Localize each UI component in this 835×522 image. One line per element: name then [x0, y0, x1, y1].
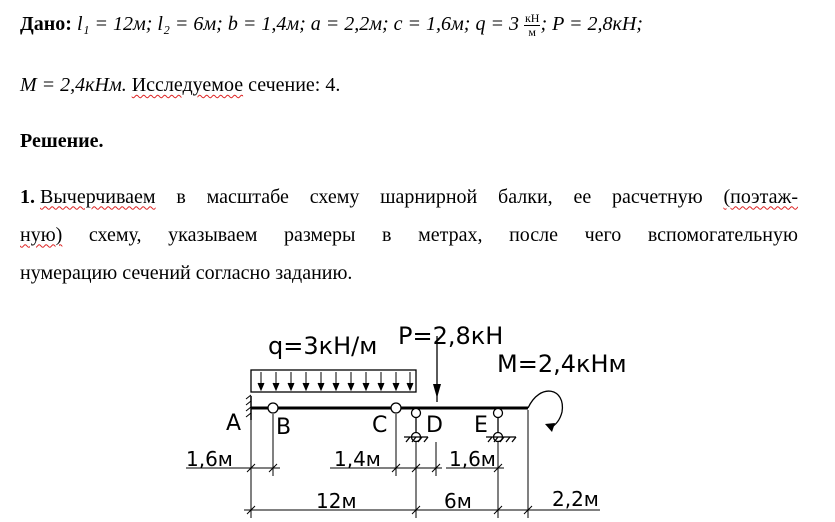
given-b: b = 1,4м;	[227, 13, 306, 36]
row2-word-4: в	[382, 223, 392, 246]
given-l2: l₂ = 6м;	[157, 13, 223, 36]
row3-text: нумерацию сечений согласно заданию.	[20, 261, 353, 284]
q-unit-den: м	[528, 25, 537, 39]
hinge-C	[391, 403, 401, 413]
point-A: A	[226, 411, 242, 436]
row2-word-6: после	[509, 223, 559, 246]
dim-b-label: 1,4м	[334, 447, 381, 471]
step-word-3: схему	[309, 185, 360, 208]
dimension-row-2	[244, 506, 600, 514]
row2-word-0: ную)	[20, 223, 63, 246]
section-rest: сечение: 4.	[248, 74, 341, 96]
distributed-load	[251, 370, 416, 392]
step-word-4: шарнирной	[380, 185, 478, 208]
hinge-B	[268, 403, 278, 413]
given-P: ; P = 2,8кН;	[540, 13, 643, 36]
q-unit-num: кН	[524, 11, 540, 25]
support-A	[246, 395, 251, 420]
load-q-label: q=3кН/м	[268, 332, 378, 360]
row2-word-1: схему,	[88, 223, 142, 246]
step-word-1: в	[176, 185, 186, 208]
given-label: Дано:	[20, 13, 72, 36]
given-c: c = 1,6м;	[393, 13, 471, 36]
step-word-8: (поэтаж-	[723, 185, 798, 208]
moment-arc	[528, 391, 562, 428]
step-word-6: ее	[573, 185, 592, 208]
support-E	[486, 409, 516, 443]
section-label: Исследуемое	[131, 74, 244, 96]
step-word-2: масштабе	[206, 185, 289, 208]
given-a: a = 2,2м;	[310, 13, 389, 36]
support-D	[404, 409, 428, 443]
moment-M-label: M=2,4кНм	[497, 350, 627, 378]
force-P-arrowhead	[433, 384, 441, 398]
row2-word-8: вспомогательную	[647, 223, 798, 246]
step-number: 1.	[20, 185, 35, 208]
row2-word-2: указываем	[168, 223, 258, 246]
point-D: D	[426, 413, 443, 438]
dim-l2-label: 6м	[444, 489, 472, 513]
given-l1: l₁ = 12м;	[76, 13, 153, 36]
dim-a-label: 2,2м	[552, 487, 599, 511]
dim-c-label: 1,6м	[186, 447, 233, 471]
step-word-7: расчетную	[611, 185, 703, 208]
solution-heading: Решение.	[20, 130, 104, 152]
dim-c2-label: 1,6м	[449, 447, 496, 471]
row2-word-3: размеры	[283, 223, 356, 246]
step-word-5: балки,	[498, 185, 553, 208]
point-B: B	[276, 415, 292, 440]
given-q: q = 3	[475, 13, 519, 36]
step-word-first: Вычерчиваем	[40, 185, 156, 208]
row2-word-5: метрах,	[418, 223, 483, 246]
point-C: C	[372, 413, 388, 438]
given-M: M = 2,4кНм.	[20, 74, 127, 96]
point-E: E	[474, 413, 488, 438]
row2-word-7: чего	[584, 223, 622, 246]
dim-l1-label: 12м	[316, 489, 357, 513]
moment-arrowhead	[545, 423, 555, 432]
load-arrows	[258, 372, 413, 390]
force-P-label: P=2,8кН	[398, 322, 504, 350]
